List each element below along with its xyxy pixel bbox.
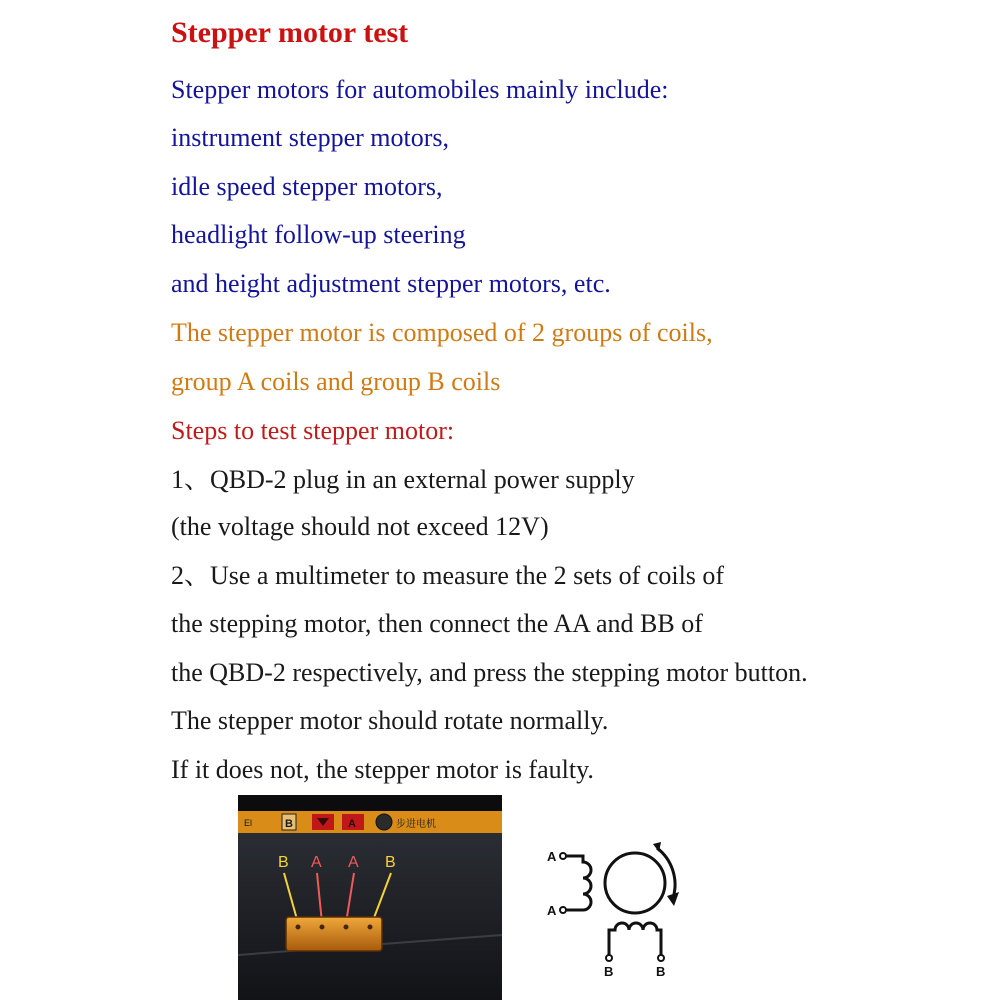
panel-a-label: A (348, 818, 356, 830)
diagram-label-b1: B (604, 964, 614, 978)
pin-label-b2: B (385, 854, 396, 871)
coil-b (609, 923, 661, 956)
diagram-label-a2: A (547, 903, 557, 918)
intro-line: instrument stepper motors, (171, 123, 450, 152)
label-strip (238, 811, 502, 833)
intro-line: and height adjustment stepper motors, etc. (171, 269, 611, 298)
diagram-label-a1: A (547, 849, 557, 864)
step-line: (the voltage should not exceed 12V) (171, 512, 549, 541)
step-line: The stepper motor should rotate normally. (171, 706, 609, 735)
step-line: the stepping motor, then connect the AA and BB of (171, 609, 703, 638)
diagram-label-b2: B (656, 964, 666, 978)
edge-label: El (244, 818, 253, 828)
step-line: If it does not, the stepper motor is faulty. (171, 755, 594, 784)
coil-a (565, 856, 591, 910)
step-line: 2、Use a multimeter to measure the 2 sets of coils of (171, 561, 725, 590)
coils-line: The stepper motor is composed of 2 groups of coils, (171, 318, 713, 347)
pin-label-b1: B (278, 854, 289, 871)
rotation-arrow-icon (657, 848, 675, 898)
step-line: 1、QBD-2 plug in an external power supply (171, 465, 635, 494)
stepper-button (376, 814, 392, 830)
intro-line: idle speed stepper motors, (171, 172, 443, 201)
pin-label-a2: A (348, 854, 359, 871)
step-line: the QBD-2 respectively, and press the stepping motor button. (171, 658, 808, 687)
schematic-drawing (535, 828, 695, 978)
pin-label-a1: A (311, 854, 322, 871)
intro-line: Stepper motors for automobiles mainly include: (171, 75, 669, 104)
stepper-motor-diagram (535, 828, 695, 978)
page-title: Stepper motor test (171, 16, 409, 49)
orange-plug (286, 917, 382, 951)
device-photo-drawing (238, 795, 502, 1000)
panel-b-label: B (285, 818, 293, 830)
steps-heading: Steps to test stepper motor: (171, 416, 455, 445)
intro-line: headlight follow-up steering (171, 220, 466, 249)
rotor (605, 853, 665, 913)
coils-line: group A coils and group B coils (171, 367, 501, 396)
device-photo (238, 795, 502, 1000)
panel-chinese-label: 步进电机 (396, 819, 436, 830)
